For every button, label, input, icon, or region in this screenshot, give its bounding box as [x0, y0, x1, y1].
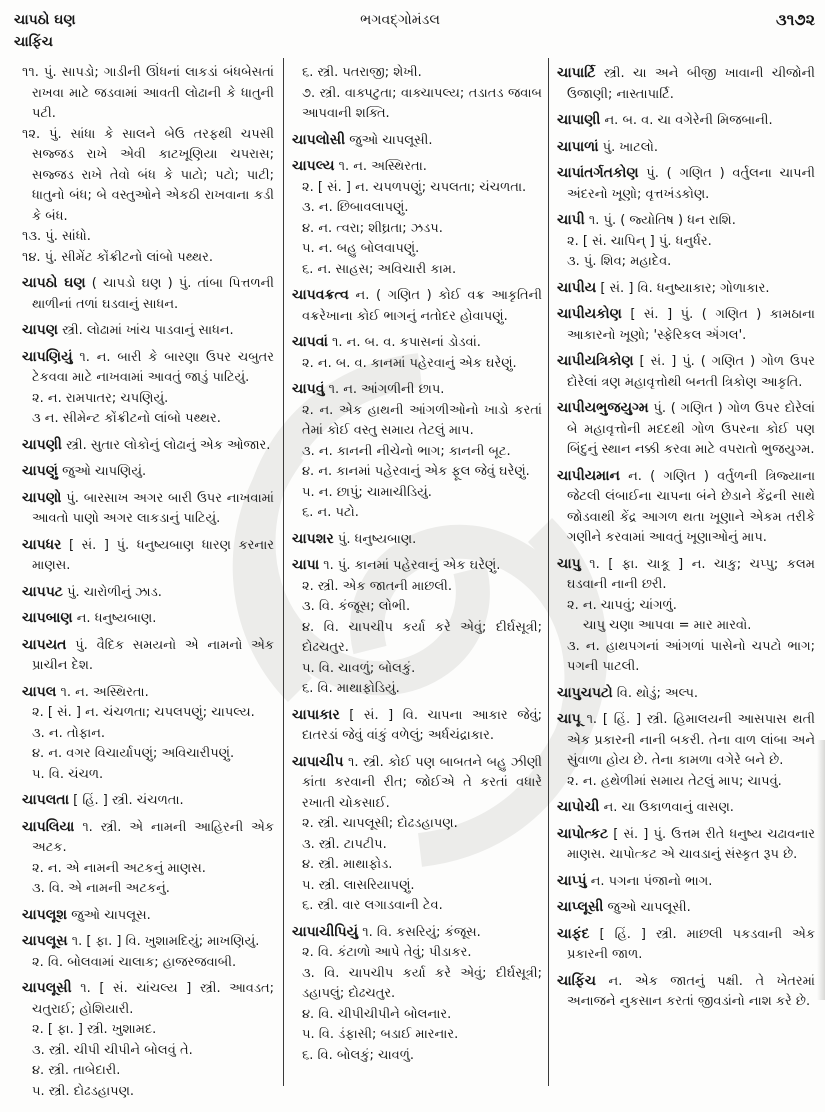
- dictionary-entry: [557, 163, 815, 205]
- headword: ચાપી: [557, 212, 585, 228]
- entry-lead: [292, 705, 542, 747]
- sense: ૪. ન. ત્વરા; શીઘ્રતા; ઝડપ.: [302, 220, 443, 236]
- entry-lead: [292, 285, 542, 327]
- dictionary-entry: [557, 824, 815, 866]
- definition: ૧. ન. બ. વ. કપાસનાં ડોડવાં.: [332, 335, 481, 350]
- headword: ચાપલૂસી: [22, 980, 72, 996]
- entry-lead: [557, 163, 815, 205]
- entry-lead: [557, 824, 815, 866]
- headword: ચાપલૂશ: [22, 906, 68, 923]
- sense: ૨. વિ. બોલવામાં ચાલાક; હાજરજવાબી.: [32, 954, 237, 970]
- entry-lead: [557, 554, 815, 596]
- entry-lead: [557, 398, 815, 461]
- sense: ૨. વિ. કંટાળો આપે તેવું; પીડાકર.: [302, 945, 472, 960]
- entry-lead: [557, 897, 815, 919]
- headword: ચાપીયકોણ: [557, 306, 622, 322]
- dictionary-entry: [292, 922, 542, 1067]
- column-3: [557, 58, 815, 1013]
- dictionary-entry: [22, 582, 274, 604]
- entry-lead: [557, 709, 815, 772]
- dictionary-entry: [557, 398, 815, 461]
- sense: ૫. વિ. ડંફાસી; બડાઈ મારનાર.: [302, 1027, 459, 1042]
- entry-lead: [22, 488, 274, 530]
- headword: ચાપવાં: [292, 334, 328, 350]
- idiom: ચાપુ ચણા આપવા = માર મારવો.: [583, 618, 752, 633]
- dictionary-entry: [557, 683, 815, 705]
- headword: ચાફંદ: [557, 925, 590, 942]
- dictionary-entry: [557, 897, 815, 919]
- definition: ન. બ. વ. ચા વગેરેની મિજબાની.: [604, 113, 773, 128]
- definition: પું. ખાટલો.: [602, 139, 658, 155]
- sense: ૫. ન. છાપું; ચામાચીડિયું.: [302, 484, 432, 500]
- definition: ૧. [ ફા. ચાકૂ ] ન. ચાકુ; ચપ્પુ; કલમ ઘડવાની નાની છરી.: [567, 556, 815, 592]
- dictionary-entry: [557, 110, 815, 132]
- sense: ૨. ન. બ. વ. કાનમાં પહેરવાનું એક ઘરેણું.: [302, 355, 517, 371]
- dictionary-entry: [22, 931, 274, 973]
- sense: ૫. ન. બહુ બોલવાપણું.: [302, 241, 420, 256]
- dictionary-entry: [557, 709, 815, 792]
- sense: ૨. [ સં. ચાપિન્ ] પું. ધનુર્ધર.: [567, 233, 712, 249]
- sense: ૧૨. પું. સાંધા કે સાલને બેઉ તરફથી ચપસી સજ્જડ રાખે એવી કાટખૂણિયા ચપરાસ; સજ્જડ રાખે તેવો બંધ કે પાટો; પટો; પાટી; ધાતુનો બંધ; બે વસ્તુઓને એકઠી રાખવાના કડી કે બંધ.: [22, 126, 274, 224]
- sense: ૩. વિ. ચાપચીપ કર્યા કરે એવું; દીર્ઘસૂત્રી; ડહાપલું; દોઢચતુર.: [302, 965, 542, 1001]
- entry-lead: [292, 332, 542, 354]
- entry-lead: [292, 529, 542, 551]
- entry-lead: [22, 790, 274, 812]
- definition: [ સં. ] વિ. ચાપના આકાર જેવું; દાતરડાં જેવું વાંકું વળેલું; અર્ધચંદ્રાકાર.: [302, 707, 542, 743]
- definition: વિ. થોડું; અલ્પ.: [616, 685, 699, 701]
- entry-lead: [292, 752, 542, 815]
- definition: સ્ત્રી. સુતાર લોકોનું લોઢાનું એક ઓજાર.: [66, 437, 271, 453]
- entry-lead: [292, 156, 542, 178]
- entry-lead: [557, 110, 815, 132]
- headword: ચાપલ્ય: [292, 158, 335, 174]
- definition: ૧. સ્ત્રી. એ નામની આહિરની એક અટક.: [32, 819, 274, 855]
- headword: ચાપણિયું: [22, 348, 73, 365]
- definition: ૧. પું. કાનમાં પહેરવાનું એક ઘરેણું.: [323, 558, 501, 573]
- definition: પું. ( ગણિત ) વર્તુલના ચાપની અંદરનો ખૂણો; વૃત્તખંડકોણ.: [567, 166, 815, 202]
- definition: ન. ( ગણિત ) વર્તુળની ત્રિજ્યાના જેટલી લંબાઈના ચાપના બંને છેડાને કેંદ્રની સાથે જોડવાથી કેંદ્ર આગળ થતા ખૂણાને એકમ તરીકે ગણીને કરવામાં આવતું ખૂણાઓનું માપ.: [567, 468, 815, 545]
- sense: ૩. ન. હાથપગનાં આંગળાં પાસેનો ચપટો ભાગ; પગની પાટલી.: [567, 638, 815, 674]
- sense: ૪. ન. કાનમાં પહેરવાનું એક ફૂલ જેવું ઘરેણું.: [302, 464, 530, 479]
- dictionary-entry: [557, 971, 815, 1013]
- sense: ૧૪. પું. સીમેંટ કોંક્રીટનો લાંબો પથ્થર.: [22, 249, 213, 265]
- sense: ૫. વિ. ચંચળ.: [32, 766, 104, 782]
- dictionary-entry: [292, 705, 542, 747]
- dictionary-entry: [557, 304, 815, 346]
- sense: ૨. ન. ચાપવું; ચાંગળું.: [567, 597, 677, 613]
- headword: ચાપોત્કટ: [557, 825, 609, 842]
- dictionary-entry: [22, 488, 274, 530]
- headword: ચાપુચપટો: [557, 684, 613, 701]
- dictionary-entry: [22, 790, 274, 812]
- definition: ૧. [ સં. ચાંચલ્ય ] સ્ત્રી. આવડત; ચતુરાઈ; હોશિયારી.: [32, 981, 274, 1017]
- sense: ૪. વિ. ચાપચીપ કર્યા કરે એવું; દીર્ઘસૂત્રી; દોઢચતુર.: [302, 619, 542, 655]
- entry-lead: [22, 978, 274, 1020]
- definition: સ્ત્રી. લોઢામાં ખાંચ પાડવાનું સાધન.: [62, 323, 234, 338]
- dictionary-entry: [22, 682, 274, 786]
- definition: પું. ( ગણિત ) ગોળ ઉપર દોરેલાં બે મહાવૃત્તોની મદદથી ગોળ ઉપરના કોઈ પણ બિંદુનું સ્થાન નક્કી કરવા માટે વપરાતો ભુજયુગ્મ.: [567, 401, 815, 457]
- headword: ચાપપટ: [22, 583, 63, 600]
- dictionary-entry: [22, 347, 274, 430]
- headword: ચાપણ: [22, 322, 58, 338]
- definition: ૧. પું. ( જ્યોતિષ ) ધન રાશિ.: [588, 213, 736, 228]
- headword: ચાપાર્ટિ: [557, 65, 596, 81]
- sense: ૪. સ્ત્રી. તાબેદારી.: [32, 1063, 121, 1078]
- entry-lead: [292, 379, 542, 401]
- dictionary-entry: [557, 210, 815, 273]
- headword: ચાપ્લૂસી: [557, 899, 604, 915]
- entry-lead: [557, 683, 815, 705]
- sense: ૬. વિ. બોલકું; ચાવળું.: [302, 1047, 415, 1063]
- entry-lead: [22, 608, 274, 630]
- sense: ૩. વિ. એ નામની અટકનું.: [32, 881, 170, 896]
- definition: ૧. ન. અસ્થિરતા.: [338, 159, 427, 174]
- dictionary-entry: [292, 529, 542, 551]
- headword: ચાપીયભુજયુગ્મ: [557, 400, 649, 416]
- dictionary-entry: [22, 635, 274, 677]
- definition: [ હિં. ] સ્ત્રી. ચંચળતા.: [73, 793, 184, 808]
- headword: ચાપવું: [292, 381, 325, 397]
- definition: [ હિં. ] સ્ત્રી. માછલી પકડવાની એક પ્રકારની જાળ.: [567, 926, 815, 962]
- entry-lead: [22, 582, 274, 604]
- definition: પું. બારસાખ અગર બારી ઉપર નાખવામાં આવતો પાણો અગર લાકડાનું પાટિયું.: [32, 490, 274, 526]
- definition: [ સં. ] પું. ( ગણિત ) કામઠાના આકારનો ખૂણો; 'સ્ફેરિકલ ઍંગલ'.: [567, 307, 815, 343]
- dictionary-entry: [292, 752, 542, 917]
- definition: ૧. ન. બારી કે બારણા ઉપર ચબુતર ટેકવવા માટે નાખવામાં આવતું જાડું પાટિયું.: [32, 349, 274, 385]
- sense: ૨. ન. એક હાથની આંગળીઓનો ખાડો કરતાં તેમાં કોઈ વસ્તુ સમાય તેટલું માપ.: [302, 402, 542, 438]
- continued-senses: [22, 63, 274, 268]
- headword: ચાપાકાર: [292, 706, 340, 723]
- sense: ૩. સ્ત્રી. ટાપટીપ.: [302, 836, 387, 852]
- headword: ચાપલતા: [22, 792, 70, 808]
- definition: ૧. [ હિં. ] સ્ત્રી. હિમાલયની આસપાસ થતી એક પ્રકારની નાની બકરી. તેના વાળ લાંબા અને સુંવાળા હોય છે. તેના કામળા વગેરે બને છે.: [567, 712, 815, 768]
- dictionary-entry: [22, 978, 274, 1102]
- dictionary-entry: [22, 535, 274, 577]
- dictionary-entry: [557, 924, 815, 966]
- cross-reference: જુઓ ચાપલૂસી.: [349, 132, 433, 148]
- page-number: ૩૧૭૨: [775, 10, 815, 29]
- entry-lead: [22, 535, 274, 577]
- entry-lead: [292, 555, 542, 577]
- headword: ચાપલ: [22, 683, 57, 700]
- headword: ચાપોચી: [557, 799, 600, 815]
- sense: ૨. [ ફા. ] સ્ત્રી. ખુશામદ.: [32, 1022, 157, 1037]
- headword: ચાપશર: [292, 530, 334, 547]
- entry-lead: [557, 924, 815, 966]
- dictionary-entry: [292, 130, 542, 152]
- dictionary-entry: [22, 461, 274, 483]
- entry-lead: [557, 63, 815, 105]
- definition: ૧. [ ફા. ] વિ. ખુશામદિયું; માખણિયું.: [71, 934, 260, 949]
- headword: ચાપા: [292, 557, 320, 573]
- scan-edge-shadow: [817, 740, 825, 1000]
- headword: ચાપ્પું: [557, 872, 587, 889]
- column-divider: [283, 58, 284, 1086]
- sense: ૬. સ્ત્રી. વાર લગાડવાની ટેવ.: [302, 898, 443, 913]
- sense: ૭. સ્ત્રી. વાક્પટુતા; વાક્ચાપલ્ય; તડાતડ જવાબ આપવાની શક્તિ.: [302, 85, 542, 121]
- headword: ચાફિંચ: [557, 972, 596, 989]
- sense: ૨. ન. રામપાતર; ચપણિયું.: [32, 390, 169, 406]
- headword: ચાપલોસી: [292, 131, 346, 148]
- entry-lead: [557, 137, 815, 159]
- dictionary-entry: [557, 554, 815, 678]
- headword: ચાપીયત્રિકોણ: [557, 353, 634, 369]
- dictionary-entry: [292, 332, 542, 374]
- dictionary-entry: [557, 466, 815, 549]
- sense: ૩. ન. છિબાવલાપણું.: [302, 200, 409, 215]
- sense: ૨. ન. એ નામની અટકનું માણસ.: [32, 860, 206, 876]
- sense: ૫. સ્ત્રી. દોઢડહાપણ.: [32, 1083, 135, 1099]
- running-title: ભગવદ્ગોમંડલ: [360, 12, 440, 28]
- definition: [ સં. ] વિ. ધનુષ્યાકાર; ગોળાકાર.: [600, 280, 770, 296]
- headword: ચાપીયમાન: [557, 467, 620, 484]
- dictionary-entry: [292, 285, 542, 327]
- sense: ૬. સ્ત્રી. પતરાજી; શેખી.: [302, 65, 422, 80]
- definition: [ સં. ] પું. ઉત્તમ રીતે ધનુષ્ય ચઢાવનાર માણસ. ચાપોત્કટ એ ચાવડાનું સંસ્કૃત રૂપ છે.: [567, 826, 815, 862]
- dictionary-entry: [22, 320, 274, 342]
- definition: સ્ત્રી. ચા અને બીજી ખાવાની ચીજોની ઉજાણી; નાસ્તાપાર્ટિ.: [567, 66, 815, 102]
- sense: ૩. ન. કાનની નીચેનો ભાગ; કાનની બૂટ.: [302, 443, 511, 459]
- sense: ૨. [ સં. ] ન. ચંચળતા; ચપલપણું; ચાપલ્ય.: [32, 705, 255, 720]
- dictionary-entry: [22, 905, 274, 927]
- headword: ચાપયત: [22, 636, 67, 653]
- entry-lead: [22, 461, 274, 483]
- headword: ચાપણો: [22, 489, 62, 506]
- sense: ૩. ન. તોફાન.: [32, 725, 106, 741]
- headword: ચાપધર: [22, 536, 62, 553]
- continued-senses: [292, 63, 542, 125]
- entry-lead: [22, 682, 274, 704]
- definition: પું. વૈદિક સમયનો એ નામનો એક પ્રાચીન દેશ.: [32, 637, 274, 673]
- dictionary-entry: [22, 273, 274, 315]
- sense: ૪. વિ. ચીપીચીપીને બોલનાર.: [302, 1006, 452, 1022]
- sense: ૩ ન. સીમેન્ટ કોંક્રીટનો લાંબો પથ્થર.: [32, 411, 221, 426]
- entry-lead: [22, 931, 274, 953]
- entry-lead: [557, 351, 815, 393]
- sense: ૨. સ્ત્રી. એક જાતની માછલી.: [302, 578, 453, 594]
- sense: ૬. ન. પટો.: [302, 505, 359, 520]
- definition: [ સં. ] પું. ધનુષ્યબાણ ધારણ કરનાર માણસ.: [32, 537, 274, 573]
- entry-lead: [292, 922, 542, 944]
- headword: ચાપીય: [557, 279, 597, 296]
- entry-lead: [557, 210, 815, 232]
- definition: ૧. વિ. કસરિયું; કંજૂસ.: [362, 924, 481, 940]
- sense: ૨. [ સં. ] ન. ચપળપણું; ચપલતા; ચંચળતા.: [302, 179, 527, 195]
- dictionary-entry: [292, 555, 542, 700]
- column-2: [292, 58, 542, 1066]
- sense: ૨. સ્ત્રી. ચાપલૂસી; દોઢડહાપણ.: [302, 816, 458, 831]
- definition: ન. એક જાતનું પક્ષી. તે ખેતરમાં અનાજને નુકસાન કરતાં જીવડાંનો નાશ કરે છે.: [567, 973, 815, 1009]
- headword: ચાપબાણ: [22, 610, 73, 626]
- dictionary-entry: [292, 156, 542, 280]
- column-1: [22, 58, 274, 1102]
- entry-lead: [557, 971, 815, 1013]
- sense: ૧૧. પું. સાપડો; ગાડીની ઊંધનાં લાકડાં બંધબેસતાં રાખવા માટે જડવામાં આવતી લોઢાની કે ધાતુની પટી.: [22, 65, 274, 121]
- entry-lead: [22, 347, 274, 389]
- dictionary-entry: [557, 137, 815, 159]
- definition: ન. ( ગણિત ) કોઈ વક્ર આકૃતિની વક્રરેખાના કોઈ ભાગનું નતોદર હોવાપણું.: [302, 288, 542, 324]
- guide-word-last: ચાફિંચ: [14, 34, 53, 50]
- sense: ૫. વિ. ચાવળું; બોલકું.: [302, 660, 416, 676]
- headword: ચાપઠો ઘણ: [22, 275, 86, 291]
- headword: ચાપવક્રત્વ: [292, 287, 349, 303]
- definition: પું. ચારોળીનું ઝાડ.: [67, 584, 162, 600]
- definition: પું. ધનુષ્યબાણ.: [337, 531, 417, 547]
- sense: ૪. સ્ત્રી. માથાફોડ.: [302, 857, 393, 872]
- entry-lead: [557, 871, 815, 893]
- headword: ચાપાણી: [557, 112, 601, 128]
- definition: ન. ધનુષ્યબાણ.: [76, 611, 157, 626]
- headword: ચાપાચીપ: [292, 753, 344, 770]
- entry-lead: [22, 635, 274, 677]
- sense: ૧૩. પું. સાંધો.: [22, 229, 91, 244]
- entry-lead: [22, 320, 274, 342]
- entry-lead: [22, 905, 274, 927]
- headword: ચાપલિયા: [22, 818, 75, 835]
- sense: ૩. સ્ત્રી. ચીપી ચીપીને બોલવું તે.: [32, 1042, 193, 1058]
- column-divider: [548, 58, 549, 1086]
- sense: ૩. વિ. કંજૂસ; લોભી.: [302, 599, 411, 614]
- headword: ચાપૂ: [557, 711, 581, 727]
- definition: ન. ચા ઉકાળવાનું વાસણ.: [603, 800, 734, 815]
- sense: ૪. ન. વગર વિચાર્યાપણું; અવિચારીપણું.: [32, 746, 235, 761]
- entry-lead: [22, 817, 274, 859]
- definition: [ સં. ] પું. ( ગણિત ) ગોળ ઉપર દોરેલાં ત્રણ મહાવૃત્તોથી બનતી ત્રિકોણ આકૃતિ.: [567, 354, 815, 390]
- entry-lead: [557, 797, 815, 819]
- guide-word-first: ચાપઠો ઘણ: [14, 12, 76, 28]
- definition: ( ચાપડો ઘણ ) પું. તાંબા પિત્તળની થાળીનાં તળાં ઘડવાનું સાધન.: [32, 276, 274, 312]
- dictionary-entry: [22, 435, 274, 457]
- entry-lead: [557, 304, 815, 346]
- dictionary-entry: [292, 379, 542, 524]
- dictionary-entry: [557, 351, 815, 393]
- entry-lead: [557, 278, 815, 300]
- entry-lead: [557, 466, 815, 549]
- sense: ૬. વિ. માથાફોડિયું.: [302, 681, 400, 696]
- headword: ચાપાચીપિયું: [292, 923, 359, 940]
- sense: ૨. ન. હથેળીમાં સમાય તેટલું માપ; ચાપવું.: [567, 773, 782, 789]
- dictionary-entry: [557, 871, 815, 893]
- dictionary-entry: [22, 817, 274, 900]
- sense: ૬. ન. સાહસ; અવિચારી કામ.: [302, 261, 457, 277]
- sense: ૫. સ્ત્રી. લાસરિયાપણું.: [302, 877, 415, 893]
- definition: ૧. સ્ત્રી. કોઈ પણ બાબતને બહુ ઝીણી કાંતા કરવાની રીત; જોઈએ તે કરતાં વધારે રખાતી ચોકસાઈ.: [302, 754, 542, 811]
- definition: ન. પગના પંજાનો ભાગ.: [590, 873, 713, 889]
- headword: ચાપણું: [22, 463, 58, 479]
- dictionary-entry: [22, 608, 274, 630]
- cross-reference: જુઓ ચાપલૂસી.: [607, 900, 691, 915]
- dictionary-entry: [557, 797, 815, 819]
- entry-lead: [22, 273, 274, 315]
- cross-reference: જુઓ ચાપલૂસ.: [71, 907, 151, 923]
- entry-lead: [22, 435, 274, 457]
- definition: ૧. ન. આંગળીની છાપ.: [328, 382, 445, 397]
- headword: ચાપાંતર્ગતકોણ: [557, 165, 639, 181]
- headword: ચાપુ: [557, 555, 581, 572]
- entry-lead: [292, 130, 542, 152]
- headword: ચાપણી: [22, 436, 62, 453]
- dictionary-entry: [557, 278, 815, 300]
- definition: ૧. ન. અસ્થિરતા.: [60, 684, 149, 700]
- headword: ચાપાળાં: [557, 138, 599, 155]
- cross-reference: જુઓ ચાપણિયું.: [62, 464, 147, 479]
- dictionary-entry: [557, 63, 815, 105]
- headword: ચાપલૂસ: [22, 933, 68, 949]
- sense: ૩. પું. શિવ; મહાદેવ.: [567, 254, 672, 269]
